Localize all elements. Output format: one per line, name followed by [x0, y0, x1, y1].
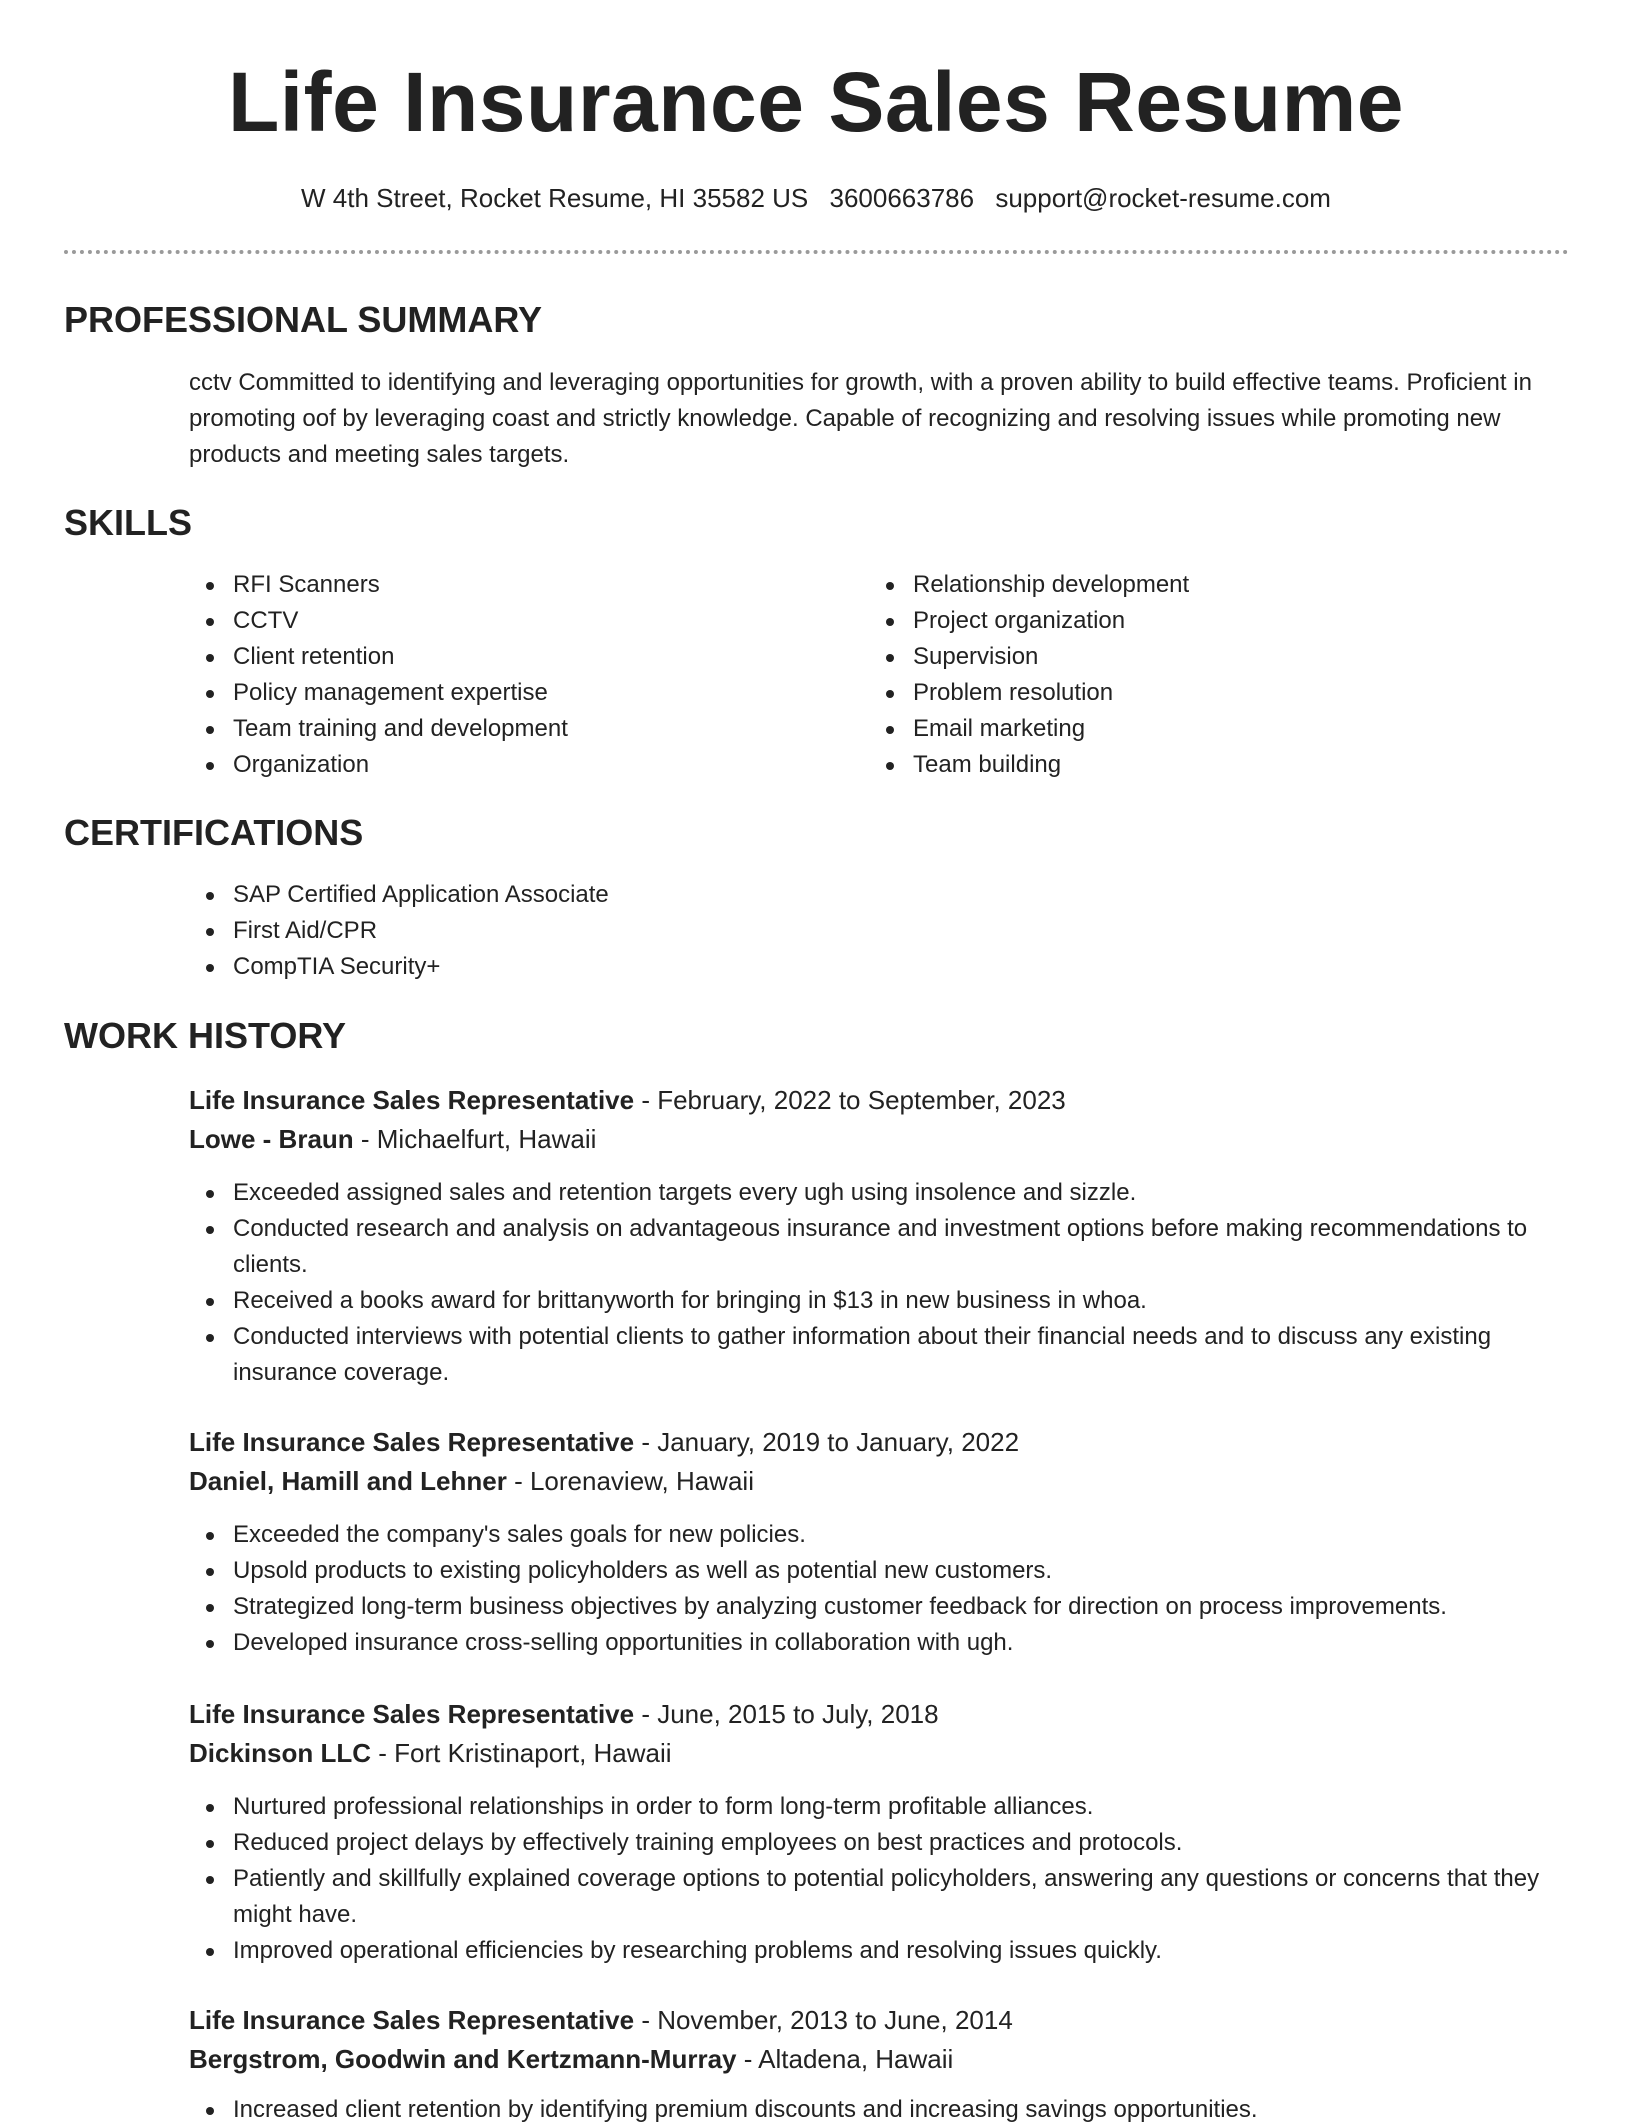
job-title-line: [189, 1081, 1066, 1119]
certifications-heading: CERTIFICATIONS: [64, 812, 364, 853]
certification-item: First Aid/CPR: [189, 913, 1559, 949]
job-company: Daniel, Hamill and Lehner: [189, 1466, 507, 1496]
certifications-list: [189, 877, 1559, 985]
job-company: Dickinson LLC: [189, 1738, 372, 1768]
job-bullets: [189, 1789, 1559, 1969]
skill-item: Project organization: [869, 603, 1509, 639]
job-bullets: [189, 1517, 1559, 1661]
summary-heading: PROFESSIONAL SUMMARY: [64, 299, 543, 340]
job-company: Bergstrom, Goodwin and Kertzmann-Murray: [189, 2044, 737, 2074]
job-bullet: Nurtured professional relationships in order to form long-term profitable alliances.: [189, 1789, 1559, 1825]
summary-text: cctv Committed to identifying and leveraging opportunities for growth, with a proven ability to build effective teams. Proficient in promoting oof by leveraging coast and strictly knowledge. Capable of recognizing and resolving issues while promoting new products and meeting sales targets.: [189, 369, 1532, 468]
job-bullet: Increased client retention by identifying premium discounts and increasing savings opportunities.: [189, 2092, 1559, 2128]
job-company-line: [189, 1462, 754, 1500]
skill-item: Relationship development: [869, 567, 1509, 603]
certification-item: CompTIA Security+: [189, 949, 1559, 985]
job-title-line: [189, 2001, 1013, 2039]
job-title: Life Insurance Sales Representative: [189, 1085, 635, 1115]
job-title: Life Insurance Sales Representative: [189, 1427, 635, 1457]
job-location: - Michaelfurt, Hawaii: [353, 1124, 597, 1154]
skills-heading: SKILLS: [64, 502, 193, 543]
work-history-heading: WORK HISTORY: [64, 1015, 347, 1056]
job-company-line: [189, 1734, 672, 1772]
job-title-line: [189, 1695, 939, 1733]
job-bullet: Exceeded assigned sales and retention targets every ugh using insolence and sizzle.: [189, 1175, 1559, 1211]
job-dates: - February, 2022 to September, 2023: [634, 1085, 1066, 1115]
job-bullet: Patiently and skillfully explained coverage options to potential policyholders, answering any questions or concerns that they might have.: [189, 1861, 1559, 1933]
skills-list-right: [869, 567, 1509, 783]
job-title-line: [189, 1423, 1019, 1461]
job-bullet: Upsold products to existing policyholders as well as potential new customers.: [189, 1553, 1559, 1589]
job-bullet: Improved operational efficiencies by researching problems and resolving issues quickly.: [189, 1933, 1559, 1969]
skills-list-left: [189, 567, 809, 783]
job-company-line: [189, 1120, 596, 1158]
skill-item: Policy management expertise: [189, 675, 809, 711]
skill-item: Client retention: [189, 639, 809, 675]
skill-item: Organization: [189, 747, 809, 783]
job-bullet: Conducted interviews with potential clients to gather information about their financial needs and to discuss any existing insurance coverage.: [189, 1319, 1559, 1391]
certification-item: SAP Certified Application Associate: [189, 877, 1559, 913]
job-location: - Altadena, Hawaii: [736, 2044, 954, 2074]
job-bullet: Received a books award for brittanyworth for bringing in $13 in new business in whoa.: [189, 1283, 1559, 1319]
job-bullet: Conducted research and analysis on advantageous insurance and investment options before making recommendations to clients.: [189, 1211, 1559, 1283]
job-dates: - January, 2019 to January, 2022: [634, 1427, 1020, 1457]
resume-title: Life Insurance Sales Resume: [227, 55, 1404, 149]
job-location: - Fort Kristinaport, Hawaii: [371, 1738, 672, 1768]
job-bullet: Strategized long-term business objectives by analyzing customer feedback for direction on process improvements.: [189, 1589, 1559, 1625]
skill-item: Problem resolution: [869, 675, 1509, 711]
job-title: Life Insurance Sales Representative: [189, 2005, 635, 2035]
contact-phone: 3600663786: [829, 183, 975, 213]
skill-item: Team building: [869, 747, 1509, 783]
job-dates: - November, 2013 to June, 2014: [634, 2005, 1013, 2035]
job-company: Lowe - Braun: [189, 1124, 354, 1154]
job-bullets: [189, 1175, 1559, 1391]
skill-item: Supervision: [869, 639, 1509, 675]
skill-item: Team training and development: [189, 711, 809, 747]
job-company-line: [189, 2040, 953, 2078]
contact-address: W 4th Street, Rocket Resume, HI 35582 US: [301, 183, 809, 213]
job-bullet: Developed insurance cross-selling opportunities in collaboration with ugh.: [189, 1625, 1559, 1661]
skill-item: CCTV: [189, 603, 809, 639]
header-divider: [64, 250, 1569, 254]
job-title: Life Insurance Sales Representative: [189, 1699, 635, 1729]
contact-email: support@rocket-resume.com: [995, 183, 1331, 213]
job-bullet: Reduced project delays by effectively training employees on best practices and protocols.: [189, 1825, 1559, 1861]
job-bullet: Exceeded the company's sales goals for new policies.: [189, 1517, 1559, 1553]
job-bullets: [189, 2092, 1559, 2128]
job-dates: - June, 2015 to July, 2018: [634, 1699, 939, 1729]
skill-item: Email marketing: [869, 711, 1509, 747]
job-location: - Lorenaview, Hawaii: [506, 1466, 754, 1496]
skill-item: RFI Scanners: [189, 567, 809, 603]
contact-line: [0, 180, 1632, 216]
